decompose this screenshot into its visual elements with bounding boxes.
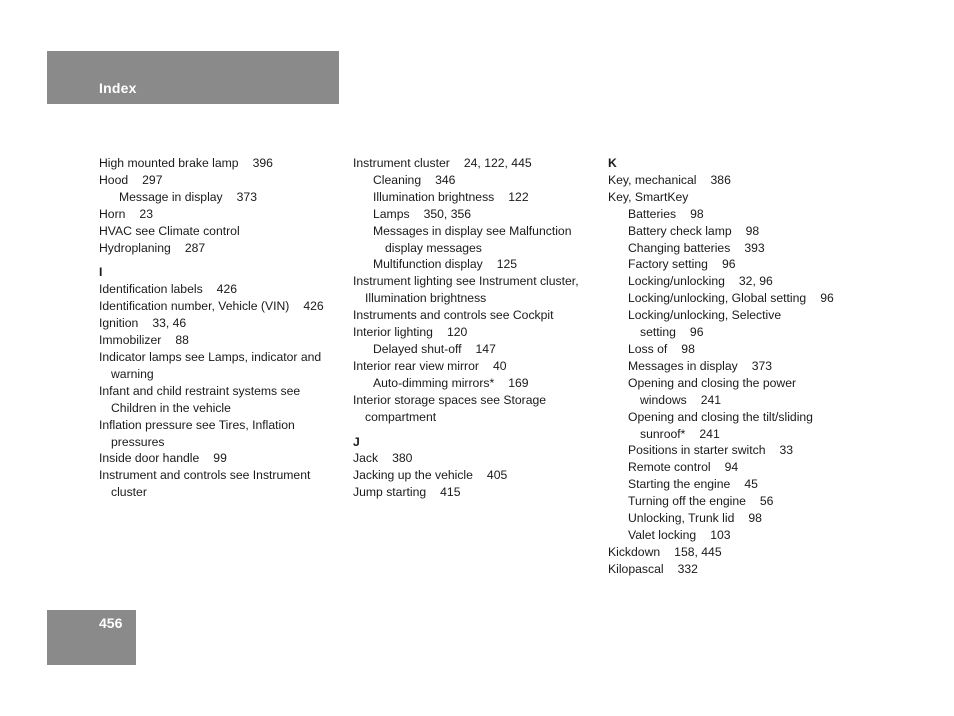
entry-text: Starting the engine — [628, 477, 731, 492]
index-subentry — [608, 290, 858, 307]
entry-pages: 98 — [748, 511, 762, 526]
index-entry — [353, 450, 598, 467]
entry-pages: 415 — [440, 485, 461, 500]
entry-pages: 405 — [486, 468, 508, 483]
entry-text: compartment — [365, 409, 437, 424]
index-subentry — [608, 442, 858, 459]
index-column-3 — [608, 155, 858, 578]
entry-text: Locking/unlocking, Selective — [628, 308, 782, 323]
entry-text: HVAC see Climate control — [99, 223, 240, 238]
entry-text: Inflation pressure see Tires, Inflation — [99, 417, 295, 432]
index-entry — [99, 298, 344, 315]
entry-text: Message in display — [119, 189, 223, 204]
index-subentry — [608, 409, 858, 426]
entry-text: windows — [640, 392, 687, 407]
index-subentry — [608, 206, 858, 223]
entry-text: Interior storage spaces see Storage — [353, 392, 547, 407]
index-subentry — [353, 375, 598, 392]
index-entry — [608, 189, 858, 206]
entry-pages: 297 — [142, 172, 163, 187]
entry-text: Battery check lamp — [628, 223, 732, 238]
index-subentry — [353, 206, 598, 223]
entry-pages: 386 — [710, 172, 731, 187]
entry-pages: 23 — [139, 206, 153, 221]
index-entry — [99, 400, 344, 417]
entry-pages: 94 — [724, 460, 739, 475]
index-subentry — [608, 476, 858, 493]
index-entry — [608, 172, 858, 189]
entry-pages: 99 — [213, 451, 227, 466]
index-subentry — [608, 240, 858, 257]
entry-pages: 33 — [779, 443, 794, 458]
entry-text: Key, SmartKey — [608, 189, 689, 204]
entry-pages: 122 — [508, 189, 529, 204]
entry-pages: 169 — [508, 375, 529, 390]
entry-text: Children in the vehicle — [111, 400, 231, 415]
entry-text: Valet locking — [628, 527, 697, 542]
entry-text: Immobilizer — [99, 333, 162, 348]
entry-pages: 96 — [689, 325, 704, 340]
index-entry — [99, 434, 344, 451]
index-column-2 — [353, 155, 598, 501]
index-subentry — [353, 223, 598, 240]
entry-pages: 103 — [710, 527, 731, 542]
index-entry — [99, 172, 344, 189]
index-entry — [99, 315, 344, 332]
index-subentry — [608, 527, 858, 544]
index-subentry — [608, 324, 858, 341]
entry-text: Indicator lamps see Lamps, indicator and — [99, 349, 322, 364]
entry-text: warning — [111, 366, 154, 381]
entry-pages: 88 — [175, 333, 189, 348]
entry-text: Instrument lighting see Instrument cluster, — [353, 274, 579, 289]
entry-pages: 120 — [446, 325, 468, 340]
entry-text: Factory setting — [628, 257, 708, 272]
entry-text: Loss of — [628, 341, 668, 356]
index-subentry — [353, 189, 598, 206]
entry-text: Kilopascal — [608, 561, 664, 576]
index-subentry — [608, 510, 858, 527]
index-entry — [608, 544, 858, 561]
entry-pages: 158, 445 — [674, 544, 722, 559]
section-title: Index — [99, 80, 137, 96]
index-entry — [353, 358, 598, 375]
entry-pages: 350, 356 — [423, 206, 472, 221]
index-entry — [99, 366, 344, 383]
entry-text: Interior rear view mirror — [353, 358, 479, 373]
entry-text: Auto-dimming mirrors* — [373, 375, 495, 390]
entry-text: Cleaning — [373, 172, 422, 187]
entry-text: sunroof* — [640, 426, 686, 441]
entry-text: display messages — [385, 240, 482, 255]
entry-pages: 24, 122, 445 — [463, 156, 532, 170]
index-entry — [353, 155, 598, 172]
entry-text: Instrument cluster — [353, 156, 450, 170]
entry-text: Illumination brightness — [373, 189, 495, 204]
entry-pages: 56 — [759, 494, 774, 509]
entry-pages: 393 — [744, 240, 765, 255]
entry-pages: 147 — [475, 341, 496, 356]
entry-pages: 45 — [744, 477, 758, 492]
entry-text: Key, mechanical — [608, 172, 697, 187]
entry-text: Kickdown — [608, 544, 661, 559]
index-entry — [99, 223, 344, 240]
entry-text: Remote control — [628, 460, 711, 475]
entry-text: cluster — [111, 485, 147, 500]
entry-pages: 396 — [252, 156, 273, 170]
entry-pages: 96 — [721, 257, 736, 272]
index-subentry — [608, 375, 858, 392]
index-subentry — [608, 358, 858, 375]
entry-pages: 380 — [392, 451, 413, 466]
entry-pages: 98 — [690, 206, 704, 221]
entry-pages: 241 — [700, 392, 722, 407]
index-letter-heading: K — [608, 156, 617, 170]
entry-text: Ignition — [99, 316, 139, 331]
index-entry — [608, 561, 858, 578]
entry-text: Locking/unlocking — [628, 274, 725, 289]
page-number-tab — [47, 610, 136, 665]
entry-text: Locking/unlocking, Global setting — [628, 291, 807, 306]
index-entry — [353, 409, 598, 426]
entry-text: Identification labels — [99, 282, 203, 297]
index-subentry — [353, 240, 598, 257]
entry-pages: 287 — [184, 240, 206, 255]
entry-pages: 332 — [677, 561, 698, 576]
index-letter-heading: J — [353, 434, 360, 449]
entry-text: Instruments and controls see Cockpit — [353, 308, 554, 323]
index-subentry — [353, 256, 598, 273]
entry-pages: 346 — [435, 172, 456, 187]
entry-text: Opening and closing the tilt/sliding — [628, 409, 813, 424]
entry-text: High mounted brake lamp — [99, 156, 239, 170]
entry-text: Lamps — [373, 206, 410, 221]
entry-text: Messages in display — [628, 358, 738, 373]
entry-text: Jump starting — [353, 485, 427, 500]
index-entry — [353, 467, 598, 484]
index-subentry — [608, 341, 858, 358]
index-subentry — [608, 426, 858, 443]
entry-text: Jack — [353, 451, 379, 466]
index-subentry — [608, 307, 858, 324]
entry-text: pressures — [111, 434, 165, 449]
index-entry — [353, 273, 598, 290]
entry-text: Unlocking, Trunk lid — [628, 511, 735, 526]
entry-text: Multifunction display — [373, 257, 483, 272]
page-number: 456 — [99, 615, 123, 631]
entry-pages: 373 — [751, 358, 773, 373]
entry-text: Inside door handle — [99, 451, 200, 466]
entry-text: Changing batteries — [628, 240, 731, 255]
index-subentry — [99, 189, 344, 206]
entry-pages: 33, 46 — [152, 316, 187, 331]
entry-pages: 373 — [236, 189, 257, 204]
index-column-1 — [99, 155, 344, 501]
entry-text: Turning off the engine — [628, 494, 746, 509]
entry-pages: 32, 96 — [738, 274, 773, 289]
entry-pages: 96 — [820, 291, 834, 306]
entry-text: Jacking up the vehicle — [353, 468, 473, 483]
entry-pages: 241 — [699, 426, 720, 441]
index-subentry — [353, 341, 598, 358]
entry-text: Positions in starter switch — [628, 443, 766, 458]
index-letter-heading: I — [99, 265, 103, 280]
index-entry — [353, 290, 598, 307]
index-subentry — [608, 392, 858, 409]
entry-text: Instrument and controls see Instrument — [99, 468, 311, 483]
index-subentry — [608, 273, 858, 290]
entry-pages: 40 — [492, 358, 507, 373]
index-subentry — [353, 172, 598, 189]
entry-pages: 125 — [496, 257, 518, 272]
entry-pages: 98 — [745, 223, 760, 238]
index-entry — [353, 484, 598, 501]
entry-text: Horn — [99, 206, 126, 221]
entry-text: Opening and closing the power — [628, 375, 797, 390]
entry-text: Illumination brightness — [365, 291, 487, 306]
entry-text: Infant and child restraint systems see — [99, 383, 301, 398]
index-subentry — [608, 493, 858, 510]
index-subentry — [608, 459, 858, 476]
entry-text: setting — [640, 325, 676, 340]
index-entry — [99, 155, 344, 172]
entry-text: Delayed shut-off — [373, 341, 462, 356]
entry-pages: 426 — [216, 282, 238, 297]
index-entry — [99, 417, 344, 434]
entry-pages: 426 — [303, 299, 324, 314]
section-header-tab — [47, 51, 339, 104]
entry-text: Hood — [99, 172, 129, 187]
index-entry — [99, 332, 344, 349]
index-entry — [99, 467, 344, 484]
index-entry — [353, 324, 598, 341]
entry-text: Batteries — [628, 206, 677, 221]
entry-text: Messages in display see Malfunction — [373, 223, 572, 238]
index-entry — [99, 383, 344, 400]
index-entry — [99, 281, 344, 298]
index-entry — [99, 206, 344, 223]
index-entry — [353, 307, 598, 324]
index-entry — [99, 484, 344, 501]
entry-text: Interior lighting — [353, 325, 433, 340]
index-entry — [99, 450, 344, 467]
index-subentry — [608, 223, 858, 240]
entry-pages: 98 — [681, 341, 695, 356]
index-entry — [99, 349, 344, 366]
entry-text: Hydroplaning — [99, 240, 171, 255]
index-entry — [99, 240, 344, 257]
index-entry — [353, 392, 598, 409]
entry-text: Identification number, Vehicle (VIN) — [99, 299, 290, 314]
index-subentry — [608, 256, 858, 273]
